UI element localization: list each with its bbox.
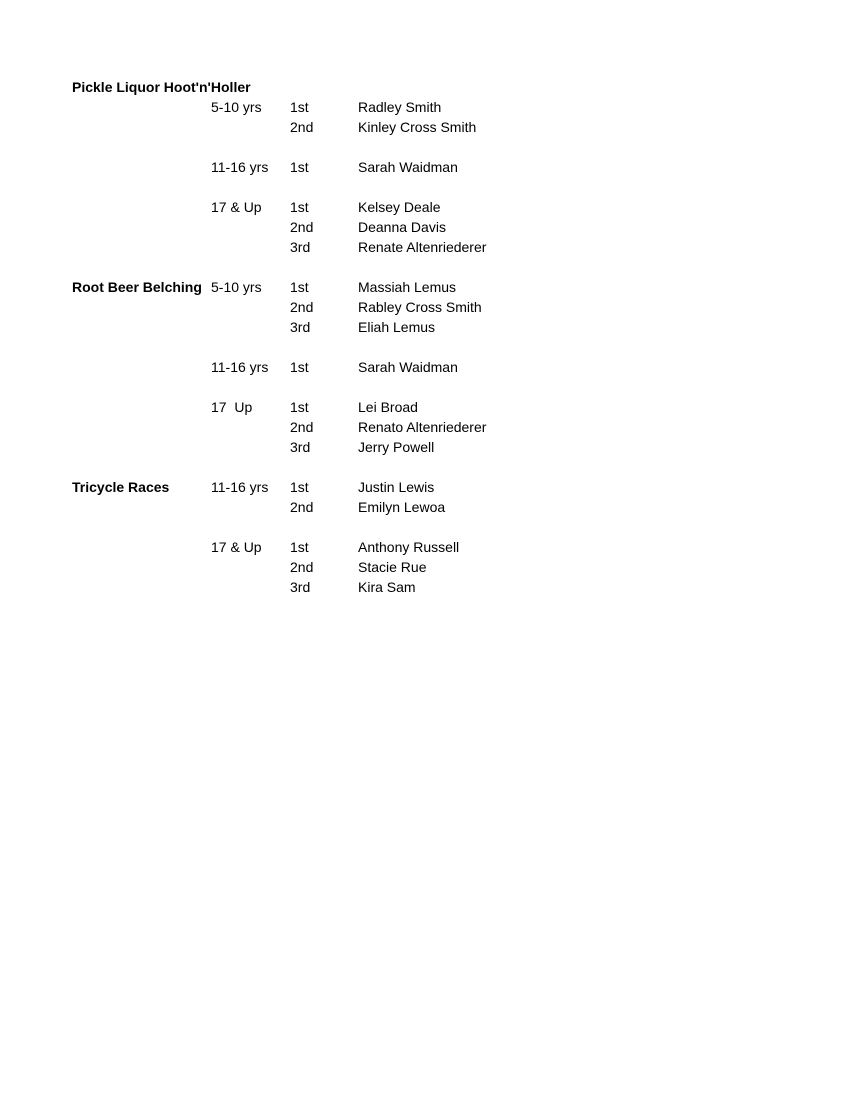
place: 2nd xyxy=(290,299,314,315)
section-header-row xyxy=(72,277,810,297)
place: 3rd xyxy=(290,239,311,255)
age-group: 11-16 yrs xyxy=(211,159,269,175)
place: 3rd xyxy=(290,579,311,595)
blank-line xyxy=(72,177,810,197)
place: 1st xyxy=(290,359,309,375)
winner-name: Deanna Davis xyxy=(358,219,446,235)
place: 2nd xyxy=(290,499,314,515)
place: 1st xyxy=(290,199,309,215)
age-group: 5-10 yrs xyxy=(211,279,262,295)
winner-name: Sarah Waidman xyxy=(358,359,458,375)
age-group: 11-16 yrs xyxy=(211,479,269,495)
winner-name: Massiah Lemus xyxy=(358,279,457,295)
place: 1st xyxy=(290,399,309,415)
blank-line xyxy=(72,137,810,157)
result-row xyxy=(72,157,810,177)
result-row xyxy=(72,297,810,317)
winner-name: Renate Altenriederer xyxy=(358,239,487,255)
blank-line xyxy=(72,517,810,537)
age-group: 11-16 yrs xyxy=(211,359,269,375)
result-row xyxy=(72,437,810,457)
winner-name: Stacie Rue xyxy=(358,559,427,575)
result-row xyxy=(72,397,810,417)
result-row xyxy=(72,357,810,377)
result-row xyxy=(72,197,810,217)
winner-name: Radley Smith xyxy=(358,99,442,115)
winner-name: Emilyn Lewoa xyxy=(358,499,446,515)
place: 1st xyxy=(290,159,309,175)
blank-line xyxy=(72,457,810,477)
age-group: 17 Up xyxy=(211,399,253,415)
section-header-row xyxy=(72,77,810,97)
results-document xyxy=(72,77,810,597)
place: 2nd xyxy=(290,119,314,135)
result-row xyxy=(72,417,810,437)
section-header-row xyxy=(72,477,810,497)
winner-name: Rabley Cross Smith xyxy=(358,299,482,315)
blank-line xyxy=(72,377,810,397)
winner-name: Sarah Waidman xyxy=(358,159,458,175)
place: 1st xyxy=(290,279,309,295)
winner-name: Anthony Russell xyxy=(358,539,460,555)
age-group: 5-10 yrs xyxy=(211,99,262,115)
event-title: Tricycle Races xyxy=(72,479,170,495)
result-row xyxy=(72,97,810,117)
blank-line xyxy=(72,337,810,357)
event-title: Root Beer Belching xyxy=(72,279,202,295)
blank-line xyxy=(72,257,810,277)
place: 1st xyxy=(290,539,309,555)
winner-name: Kira Sam xyxy=(358,579,416,595)
result-row xyxy=(72,557,810,577)
place: 3rd xyxy=(290,319,311,335)
winner-name: Jerry Powell xyxy=(358,439,435,455)
result-row xyxy=(72,217,810,237)
result-row xyxy=(72,537,810,557)
winner-name: Lei Broad xyxy=(358,399,418,415)
winner-name: Eliah Lemus xyxy=(358,319,436,335)
result-row xyxy=(72,317,810,337)
age-group: 17 & Up xyxy=(211,199,262,215)
place: 1st xyxy=(290,99,309,115)
place: 2nd xyxy=(290,219,314,235)
age-group: 17 & Up xyxy=(211,539,262,555)
winner-name: Justin Lewis xyxy=(358,479,435,495)
winner-name: Renato Altenriederer xyxy=(358,419,487,435)
place: 2nd xyxy=(290,419,314,435)
winner-name: Kelsey Deale xyxy=(358,199,441,215)
event-title: Pickle Liquor Hoot'n'Holler xyxy=(72,79,251,95)
winner-name: Kinley Cross Smith xyxy=(358,119,477,135)
result-row xyxy=(72,497,810,517)
place: 2nd xyxy=(290,559,314,575)
result-row xyxy=(72,237,810,257)
result-row xyxy=(72,117,810,137)
place: 3rd xyxy=(290,439,311,455)
result-row xyxy=(72,577,810,597)
place: 1st xyxy=(290,479,309,495)
